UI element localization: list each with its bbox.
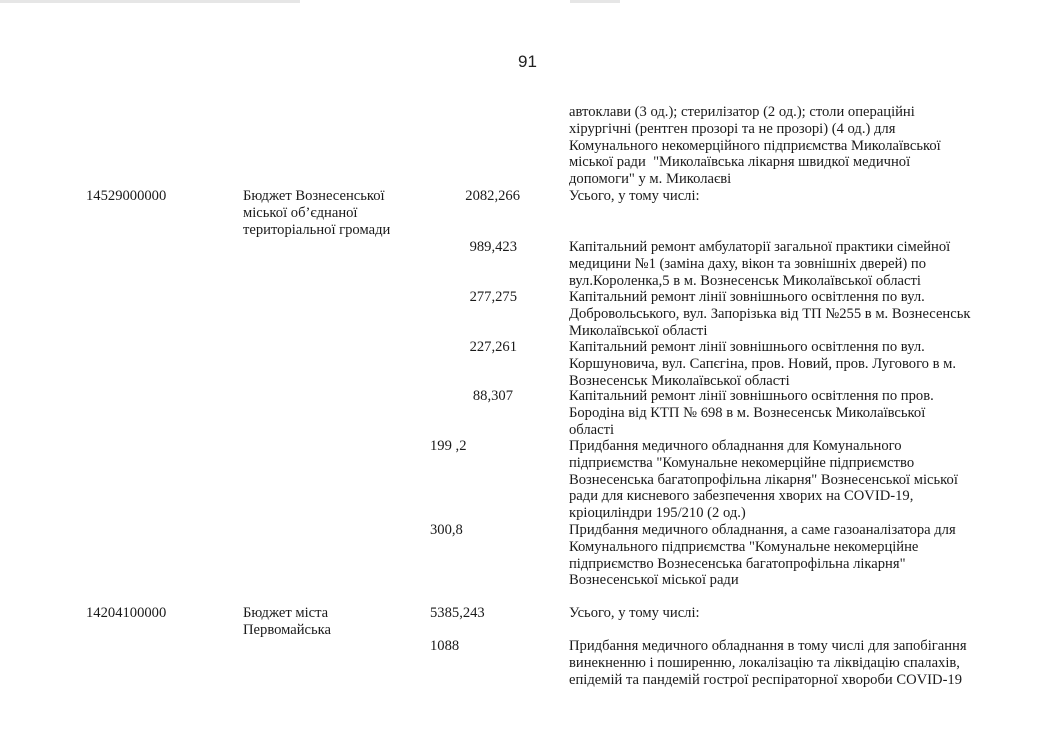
row-1-budget-code: 14529000000 (86, 188, 167, 204)
row-3-description: Капітальний ремонт лінії зовнішнього освітлення по вул. Добровольського, вул. Запорізька від ТП №255 в м. Вознесенськ Миколаївської області (569, 289, 971, 339)
row-8-amount: 5385,243 (430, 605, 485, 621)
row-9-description: Придбання медичного обладнання в тому числі для запобігання винекненню і поширенню, локалізацію та ліквідацію спалахів, епідемій та пандемій гострої респіраторної хвороби COVID-19 (569, 638, 967, 688)
row-1-description: Усього, у тому числі: (569, 188, 700, 204)
row-7-description: Придбання медичного обладнання, а саме газоаналізатора для Комунального підприємства "Комунальне некомерційне підприємство Вознесенська багатопрофільна лікарня" Вознесенської міської ради (569, 522, 956, 589)
scan-artifact-top-right (570, 0, 620, 3)
row-8-budget-code: 14204100000 (86, 605, 167, 621)
page-number: 91 (518, 52, 537, 71)
row-2-amount: 989,423 (469, 239, 517, 255)
row-5-amount: 88,307 (472, 388, 513, 404)
row-8-description: Усього, у тому числі: (569, 605, 700, 621)
row-4-amount: 227,261 (469, 339, 517, 355)
row-4-description: Капітальний ремонт лінії зовнішнього освітлення по вул. Коршуновича, вул. Сапєгіна, пров. Новий, пров. Лугового в м. Вознесенськ Миколаївської області (569, 339, 957, 389)
row-1-amount: 2082,266 (465, 188, 520, 204)
row-2-description: Капітальний ремонт амбулаторії загальної практики сімейної медицини №1 (заміна даху, вікон та зовнішніх дверей) по вул.Короленка,5 в м. Вознесенськ Миколаївської області (569, 239, 951, 289)
row-7-amount: 300,8 (430, 522, 463, 538)
row-6-amount: 199 ,2 (430, 438, 467, 454)
row-9-amount: 1088 (430, 638, 460, 654)
row-0-description: автоклави (3 од.); стерилізатор (2 од.); столи операційні хірургічні (рентген прозорі та не прозорі) (4 од.) для Комунального некомерційного підприємства Миколаївської міської ради "Миколаївська лікарня швидкої медичної допомоги" у м. Миколаєві (569, 104, 941, 188)
row-1-budget-name: Бюджет Вознесенської міської об’єднаної територіальної громади (243, 188, 391, 238)
row-6-description: Придбання медичного обладнання для Комунального підприємства "Комунальне некомерційне підприємство Вознесенська багатопрофільна лікарня" Вознесенської міської ради для кисневого забезпечення хворих на COVID-19, кріоциліндри 195/210 (2 од.) (569, 438, 958, 522)
scan-artifact-top-left (0, 0, 300, 3)
row-5-description: Капітальний ремонт лінії зовнішнього освітлення по пров. Бородіна від КТП № 698 в м. Вознесенськ Миколаївської області (569, 388, 934, 438)
row-3-amount: 277,275 (469, 289, 517, 305)
row-8-budget-name: Бюджет міста Первомайська (243, 605, 332, 638)
